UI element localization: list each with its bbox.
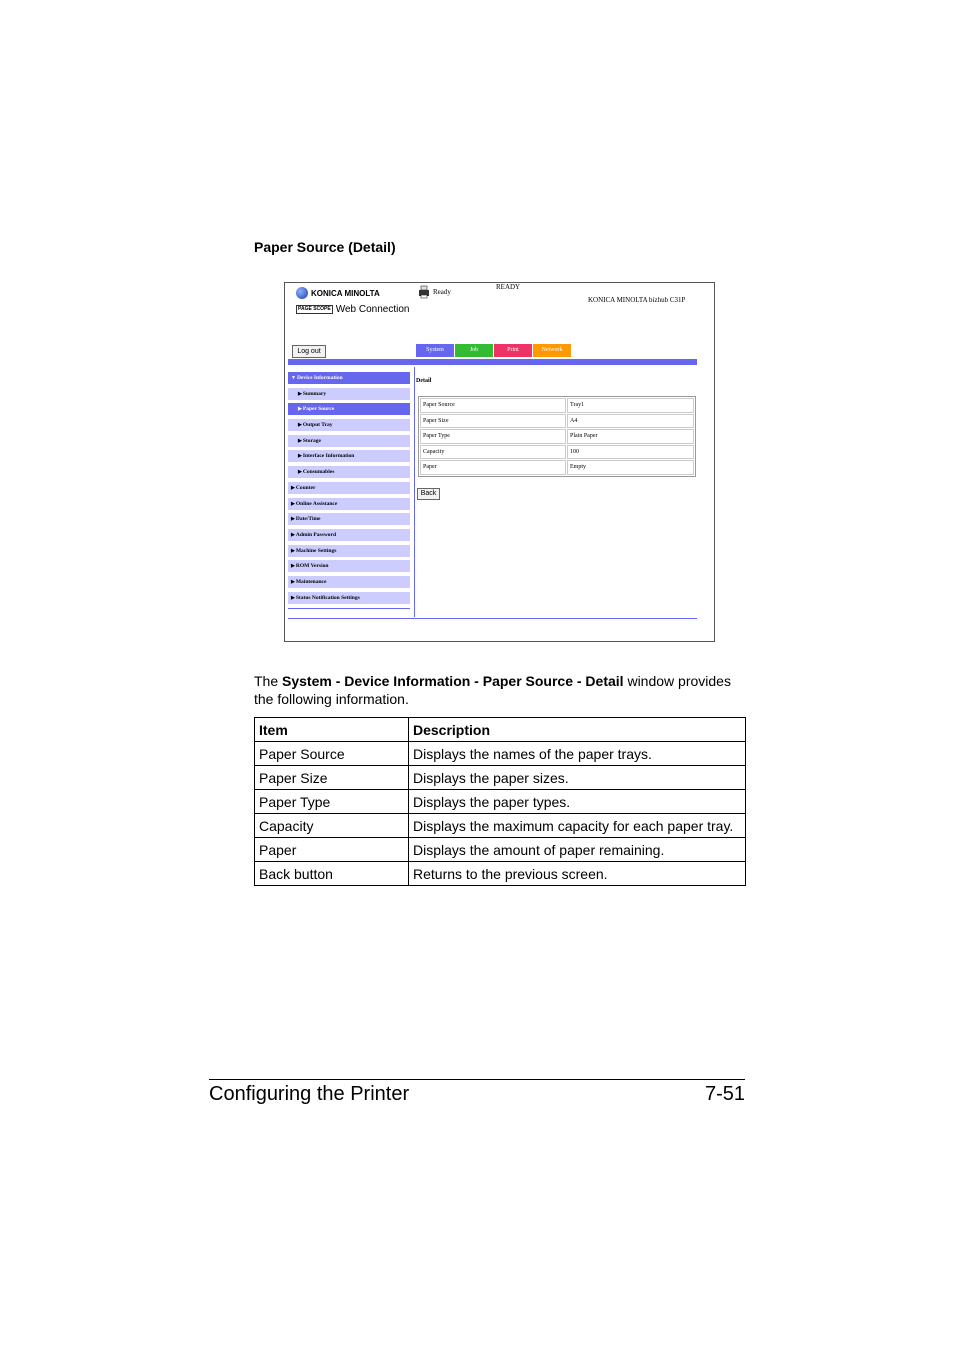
triangle-right-icon: ▶ <box>291 595 295 601</box>
triangle-right-icon: ▶ <box>298 407 302 413</box>
triangle-right-icon: ▶ <box>291 532 295 538</box>
sidebar-item-rom-version[interactable] <box>288 560 410 572</box>
page-number: 7-51 <box>704 1083 745 1105</box>
printer-icon <box>417 285 431 299</box>
item-cell: Paper <box>255 838 409 862</box>
detail-key: Paper Source <box>420 398 566 413</box>
footer-rule <box>209 1079 745 1080</box>
paragraph-pre: The <box>254 673 283 689</box>
detail-key: Capacity <box>420 445 566 460</box>
sidebar-item-output-tray[interactable] <box>288 419 410 431</box>
web-connection-screenshot <box>284 282 715 642</box>
sidebar-nav <box>288 372 410 607</box>
model-name: KONICA MINOLTA bizhub C31P <box>588 296 686 304</box>
footer-bar <box>288 618 697 619</box>
back-button[interactable]: Back <box>417 488 440 500</box>
sidebar-item-label: Admin Password <box>295 531 337 538</box>
item-cell: Capacity <box>255 814 409 838</box>
triangle-right-icon: ▶ <box>291 485 295 491</box>
triangle-right-icon: ▶ <box>298 391 302 397</box>
sidebar-item-label: Storage <box>302 437 321 444</box>
content-divider <box>414 367 415 617</box>
tab-network[interactable]: Network <box>533 344 571 357</box>
table-row <box>420 460 694 475</box>
table-row <box>255 742 746 766</box>
detail-key: Paper <box>420 460 566 475</box>
footer-title: Configuring the Printer <box>209 1083 410 1105</box>
sidebar-item-label: Device Information <box>296 375 343 381</box>
sidebar-item-label: Paper Source <box>302 406 335 413</box>
sidebar-item-label: ROM Version <box>295 563 329 570</box>
detail-value: A4 <box>567 414 694 429</box>
sidebar-divider <box>288 608 410 609</box>
tab-job[interactable]: Job <box>455 344 493 357</box>
sidebar-item-label: Machine Settings <box>295 547 337 554</box>
section-heading: Paper Source (Detail) <box>254 239 396 255</box>
pagescope-mark: PAGE SCOPE <box>298 306 331 312</box>
description-cell: Displays the maximum capacity for each paper tray. <box>409 814 746 838</box>
sidebar-item-label: Interface Information <box>302 453 355 460</box>
triangle-right-icon: ▶ <box>291 548 295 554</box>
triangle-right-icon: ▶ <box>298 454 302 460</box>
sidebar-item-admin-password[interactable] <box>288 529 410 541</box>
sidebar-item-status-notification-settings[interactable] <box>288 592 410 604</box>
table-row <box>420 445 694 460</box>
triangle-right-icon: ▶ <box>291 501 295 507</box>
sidebar-item-interface-information[interactable] <box>288 450 410 462</box>
header-bar <box>288 359 697 365</box>
paragraph-post: window provides the following information. <box>254 673 731 707</box>
sidebar-item-label: Online Assistance <box>295 500 338 507</box>
description-cell: Displays the names of the paper trays. <box>409 742 746 766</box>
sidebar-item-consumables[interactable] <box>288 466 410 478</box>
logout-button[interactable]: Log out <box>292 345 326 358</box>
brand-name: KONICA MINOLTA <box>311 288 380 298</box>
detail-key: Paper Type <box>420 429 566 444</box>
table-row <box>255 766 746 790</box>
sidebar-item-date-time[interactable] <box>288 513 410 525</box>
sidebar-item-online-assistance[interactable] <box>288 498 410 510</box>
header-description: Description <box>409 718 746 742</box>
tab-system[interactable]: System <box>416 344 454 357</box>
detail-label: Detail <box>416 378 432 384</box>
konica-minolta-logo <box>296 287 380 299</box>
sidebar-item-maintenance[interactable] <box>288 576 410 588</box>
status-icon-label: Ready <box>433 288 451 296</box>
triangle-down-icon: ▼ <box>291 376 296 381</box>
sidebar-item-label: Date/Time <box>295 516 321 523</box>
sidebar-item-label: Status Notification Settings <box>295 594 360 601</box>
table-row <box>255 790 746 814</box>
item-cell: Paper Type <box>255 790 409 814</box>
product-name: Web Connection <box>335 304 410 315</box>
description-cell: Displays the amount of paper remaining. <box>409 838 746 862</box>
triangle-right-icon: ▶ <box>298 470 302 476</box>
table-row <box>420 398 694 413</box>
status-text: READY <box>496 283 521 291</box>
table-row <box>420 414 694 429</box>
description-cell: Displays the paper types. <box>409 790 746 814</box>
detail-value: Tray1 <box>567 398 694 413</box>
triangle-right-icon: ▶ <box>298 438 302 444</box>
sidebar-item-machine-settings[interactable] <box>288 545 410 557</box>
sidebar-item-label: Maintenance <box>295 578 327 585</box>
table-header-row <box>255 718 746 742</box>
detail-value: Plain Paper <box>567 429 694 444</box>
sidebar-item-counter[interactable] <box>288 482 410 494</box>
triangle-right-icon: ▶ <box>298 423 302 429</box>
description-cell: Returns to the previous screen. <box>409 862 746 886</box>
description-paragraph <box>254 672 754 708</box>
triangle-right-icon: ▶ <box>291 517 295 523</box>
table-row <box>255 814 746 838</box>
sidebar-item-label: Output Tray <box>302 422 333 429</box>
sidebar-item-device-information[interactable] <box>288 372 410 384</box>
table-row <box>255 862 746 886</box>
item-cell: Paper Source <box>255 742 409 766</box>
sidebar-item-paper-source[interactable] <box>288 403 410 415</box>
header-item: Item <box>255 718 409 742</box>
table-row <box>420 429 694 444</box>
sidebar-item-summary[interactable] <box>288 388 410 400</box>
pagescope-logo <box>296 304 409 315</box>
item-cell: Paper Size <box>255 766 409 790</box>
sidebar-item-label: Counter <box>295 484 316 491</box>
triangle-right-icon: ▶ <box>291 579 295 585</box>
table-row <box>255 838 746 862</box>
tab-print[interactable]: Print <box>494 344 532 357</box>
triangle-right-icon: ▶ <box>291 564 295 570</box>
sidebar-item-storage[interactable] <box>288 435 410 447</box>
detail-value: Empty <box>567 460 694 475</box>
detail-key: Paper Size <box>420 414 566 429</box>
sidebar-item-label: Summary <box>302 390 327 397</box>
description-cell: Displays the paper sizes. <box>409 766 746 790</box>
item-description-table <box>254 717 746 886</box>
sidebar-item-label: Consumables <box>302 469 335 476</box>
paragraph-bold: System - Device Information - Paper Source - Detail <box>282 673 624 689</box>
globe-icon <box>296 287 308 299</box>
detail-value: 100 <box>567 445 694 460</box>
tab-bar <box>416 344 571 357</box>
item-cell: Back button <box>255 862 409 886</box>
detail-table <box>418 396 696 477</box>
